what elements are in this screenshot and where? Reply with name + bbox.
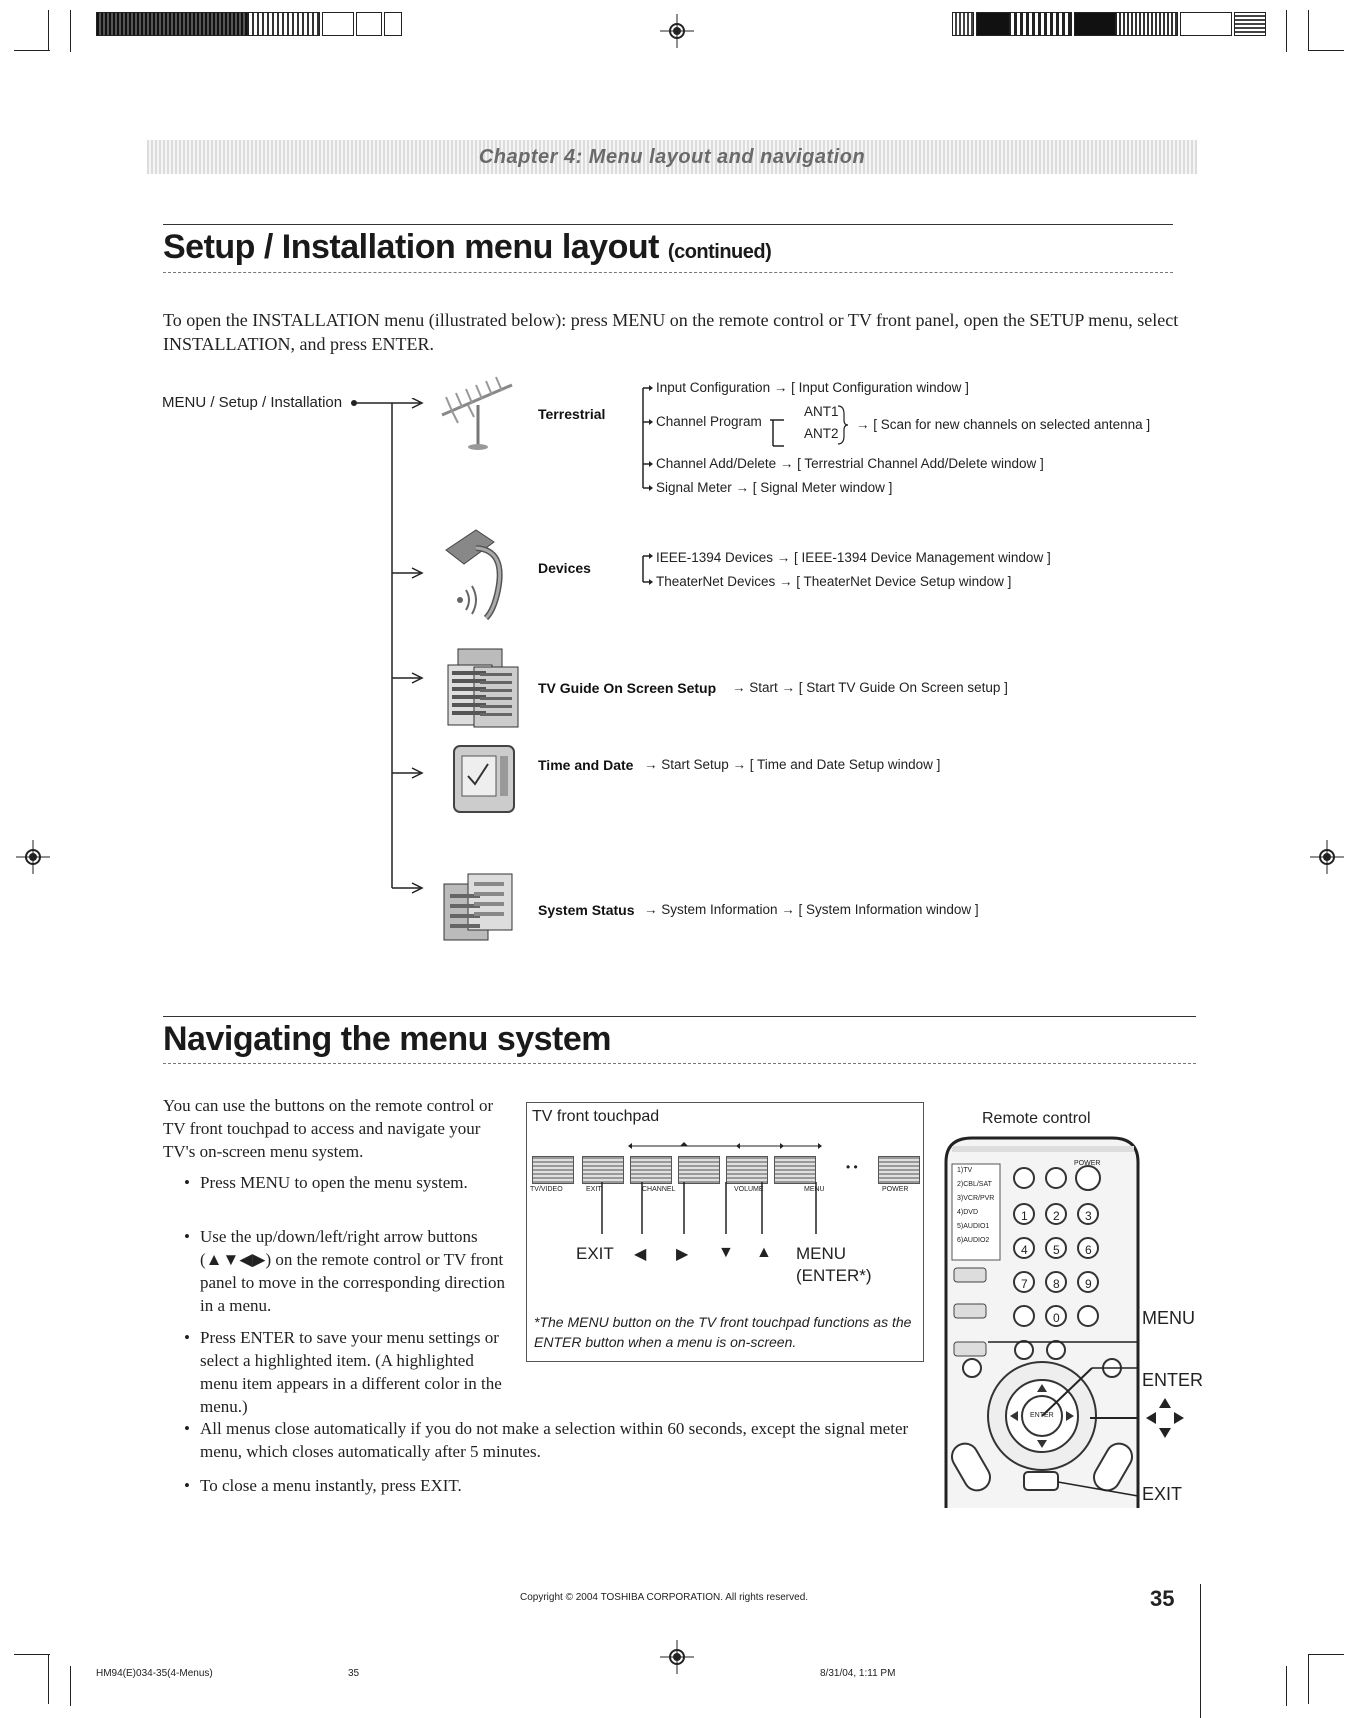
section-rule [163, 272, 1173, 273]
touchpad-arrow-up: ▲ [756, 1244, 772, 1261]
touchpad-button[interactable] [726, 1156, 768, 1184]
remote-digit: 0 [1053, 1311, 1060, 1325]
section1-intro: To open the INSTALLATION menu (illustrated below): press MENU on the remote control or TV front panel, open the SETUP menu, select INSTALLATION, and press ENTER. [163, 310, 1179, 354]
touchpad-arrow-down: ▼ [718, 1244, 734, 1261]
remote-direction-arrows-icon [1142, 1398, 1188, 1438]
touchpad-enter-label: (ENTER*) [796, 1266, 872, 1285]
touchpad-label-power: POWER [882, 1186, 909, 1193]
remote-input-label: 2)CBL/SAT [957, 1181, 992, 1188]
touchpad-button[interactable] [678, 1156, 720, 1184]
remote-input-label: 4)DVD [957, 1209, 979, 1216]
registration-cell [248, 12, 320, 36]
registration-cell [1010, 12, 1072, 36]
registration-bar-left [96, 12, 248, 36]
tv-guide-path: → Start → [ Start TV Guide On Screen setup ] [732, 680, 1008, 695]
bullet-item: • All menus close automatically if you do not make a selection within 60 seconds, except the signal meter menu, which closes automatically after 5 minutes. [200, 1417, 910, 1463]
crop-mark [14, 1654, 50, 1655]
remote-digit: 9 [1085, 1277, 1092, 1291]
touchpad-arrows-top [600, 1136, 830, 1156]
touchpad-title: TV front touchpad [532, 1108, 660, 1125]
touchpad-label-exit: EXIT [586, 1186, 602, 1193]
page-edge-line [1200, 1584, 1201, 1718]
system-status-icon [440, 870, 520, 945]
touchpad-exit-label: EXIT [576, 1244, 614, 1263]
touchpad-button[interactable] [532, 1156, 574, 1184]
devices-item: IEEE-1394 Devices → [ IEEE-1394 Device Management window ] [656, 550, 1051, 565]
time-date-label: Time and Date [538, 757, 634, 773]
tv-guide-icon [444, 645, 524, 730]
section1-title [163, 228, 771, 267]
system-status-label: System Status [538, 902, 635, 918]
crop-mark [48, 1654, 49, 1704]
bullet-item: • Press MENU to open the menu system. [200, 1171, 485, 1194]
antenna-icon [432, 375, 522, 450]
crop-mark [1308, 10, 1309, 50]
bullet-item: • Press ENTER to save your menu settings or select a highlighted item. (A highlighted menu item appears in a different color in the menu.) [200, 1326, 510, 1418]
footer-file-name: HM94(E)034-35(4-Menus) [96, 1668, 213, 1679]
devices-item: TheaterNet Devices → [ TheaterNet Device Setup window ] [656, 574, 1012, 589]
terrestrial-item: Channel Program [656, 414, 762, 429]
section-rule [163, 1016, 1196, 1017]
registration-cell [1074, 12, 1116, 36]
remote-power-label: POWER [1074, 1160, 1101, 1167]
touchpad-dots: • • [846, 1160, 858, 1174]
bullet-item: • To close a menu instantly, press EXIT. [200, 1474, 800, 1497]
crop-mark [1286, 10, 1287, 52]
crop-mark [1308, 1654, 1309, 1704]
crosshair-icon [16, 840, 50, 874]
crosshair-icon [660, 14, 694, 48]
system-status-path: → System Information → [ System Information window ] [644, 902, 979, 917]
copyright-text: Copyright © 2004 TOSHIBA CORPORATION. All rights reserved. [520, 1592, 809, 1603]
crop-mark [48, 10, 49, 50]
crosshair-icon [660, 1640, 694, 1674]
remote-digit: 6 [1085, 1243, 1092, 1257]
remote-input-label: 5)AUDIO1 [957, 1223, 990, 1230]
device-cable-icon [436, 520, 526, 620]
remote-digit: 5 [1053, 1243, 1060, 1257]
crop-mark [70, 1666, 71, 1706]
crop-mark [1286, 1666, 1287, 1706]
remote-digit: 4 [1021, 1243, 1028, 1257]
section2-title: Navigating the menu system [163, 1020, 612, 1058]
footer-file-page: 35 [348, 1668, 360, 1679]
page-number: 35 [1150, 1586, 1175, 1611]
category-devices: Devices [538, 560, 591, 576]
registration-cell [384, 12, 402, 36]
touchpad-button[interactable] [774, 1156, 816, 1184]
crop-mark [1308, 50, 1344, 51]
remote-digit: 1 [1021, 1209, 1028, 1223]
touchpad-button[interactable] [630, 1156, 672, 1184]
touchpad-label-volume: VOLUME [734, 1186, 764, 1193]
ant-bracket [770, 414, 790, 454]
section2-intro: You can use the buttons on the remote control or TV front touchpad to access and navigate your TV's on-screen menu system. [163, 1096, 494, 1161]
remote-digit: 3 [1085, 1209, 1092, 1223]
terrestrial-item: → [ Scan for new channels on selected antenna ] [856, 417, 1151, 432]
chapter-banner [147, 140, 1197, 174]
category-time-date [538, 757, 633, 773]
bullet-item: • Use the up/down/left/right arrow buttons (▲▼◀▶) on the remote control or TV front panel to move in the corresponding direction in a menu. [200, 1225, 520, 1317]
section-rule [163, 1063, 1196, 1064]
touchpad-arrow-left: ◀ [634, 1246, 647, 1263]
remote-input-label: 1)TV [957, 1167, 973, 1174]
remote-menu-label: MENU [1142, 1308, 1195, 1328]
footer-timestamp: 8/31/04, 1:11 PM [820, 1668, 896, 1679]
touchpad-menu-label: MENU [796, 1244, 847, 1263]
menu-path-label: MENU / Setup / Installation [162, 394, 343, 411]
remote-digit: 7 [1021, 1277, 1028, 1291]
crop-mark [1308, 1654, 1344, 1655]
registration-cell [952, 12, 974, 36]
menu-tree-connector [350, 398, 430, 908]
tv-clock-icon [448, 740, 518, 820]
registration-cell [1234, 12, 1266, 36]
remote-enter-label: ENTER [1142, 1370, 1204, 1390]
touchpad-button[interactable] [582, 1156, 624, 1184]
touchpad-label-tvvideo: TV/VIDEO [530, 1186, 563, 1193]
remote-input-label: 6)AUDIO2 [957, 1237, 990, 1244]
terrestrial-bracket [640, 382, 660, 492]
crop-mark [70, 10, 71, 52]
touchpad-label-channel: CHANNEL [642, 1186, 676, 1193]
registration-cell [1116, 12, 1178, 36]
registration-cell [322, 12, 354, 36]
category-terrestrial: Terrestrial [538, 406, 606, 422]
terrestrial-item: Signal Meter → [ Signal Meter window ] [656, 480, 893, 495]
terrestrial-item: Input Configuration → [ Input Configuration window ] [656, 380, 969, 395]
registration-cell [356, 12, 382, 36]
ant-brace [836, 404, 850, 446]
touchpad-button[interactable] [878, 1156, 920, 1184]
touchpad-arrow-right: ▶ [676, 1246, 689, 1263]
registration-cell [1180, 12, 1232, 36]
section1-title-suffix: (continued) [667, 241, 772, 263]
category-tv-guide [538, 680, 716, 696]
remote-input-label: 3)VCR/PVR [957, 1195, 995, 1202]
remote-digit: 2 [1053, 1209, 1060, 1223]
touchpad-label-menu: MENU [804, 1186, 825, 1193]
terrestrial-item: ANT1 [804, 404, 839, 419]
section-rule [163, 224, 1173, 225]
touchpad-note: *The MENU button on the TV front touchpad functions as the ENTER button when a menu is on-screen. [534, 1314, 912, 1350]
touchpad-callout-lines [590, 1182, 830, 1252]
category-system-status [538, 902, 634, 918]
registration-cell [976, 12, 1010, 36]
remote-digit: 8 [1053, 1277, 1060, 1291]
chapter-banner-text: Chapter 4: Menu layout and navigation [478, 145, 866, 168]
section1-title-text: Setup / Installation menu layout [163, 228, 659, 266]
terrestrial-item: Channel Add/Delete → [ Terrestrial Channel Add/Delete window ] [656, 456, 1044, 471]
remote-control-illustration [942, 1132, 1146, 1508]
crop-mark [14, 50, 50, 51]
remote-exit-label: EXIT [1142, 1484, 1183, 1504]
tv-guide-label: TV Guide On Screen Setup [538, 680, 717, 696]
time-date-path: → Start Setup → [ Time and Date Setup window ] [644, 757, 941, 772]
crosshair-icon [1310, 840, 1344, 874]
terrestrial-item: ANT2 [804, 426, 839, 441]
remote-enter-button-label: ENTER [1030, 1412, 1054, 1419]
remote-title: Remote control [982, 1110, 1091, 1127]
